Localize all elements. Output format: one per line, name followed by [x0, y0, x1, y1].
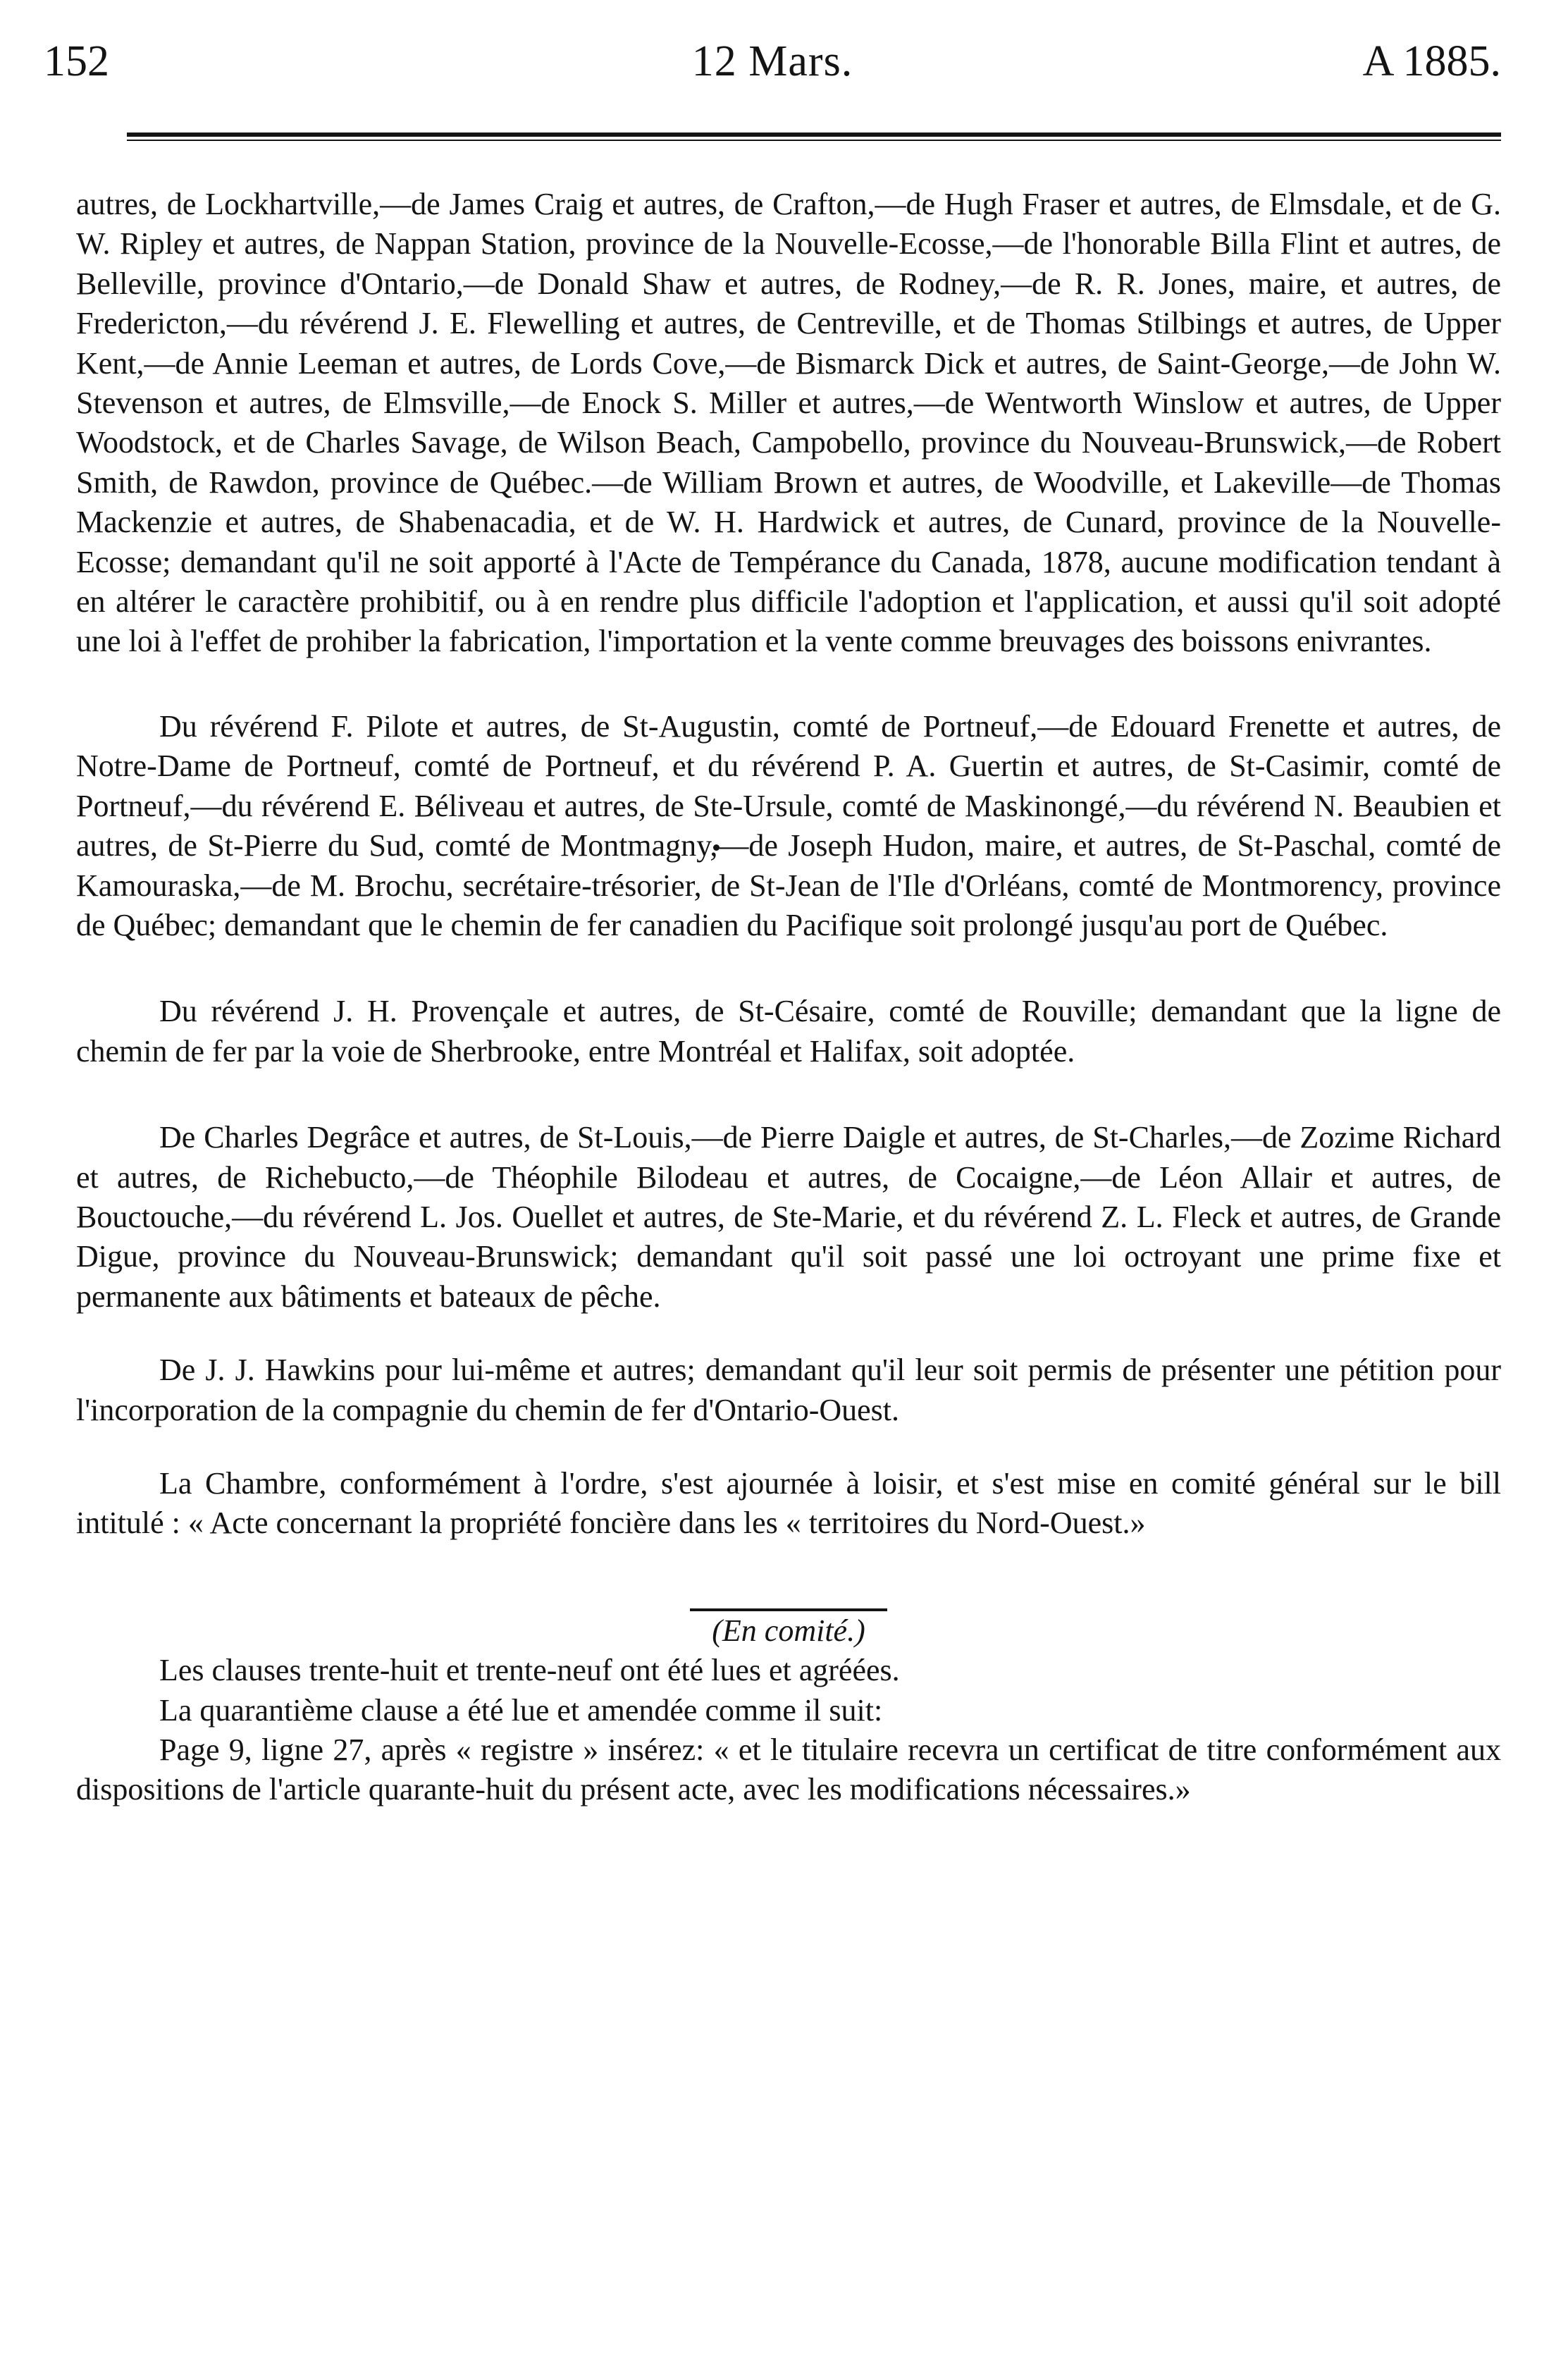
page-header [44, 37, 1501, 93]
paragraph-pacific-railway-petitions: Du révérend F. Pilote et autres, de St-Augustin, comté de Portneuf,—de Edouard Frenette et autres, de Notre-Dame de Portneuf, comté de Portneuf, et du révérend P. A. Guertin et autres, de St-Casimir, comté de Portneuf,—du révérend E. Béliveau et autres, de Ste-Ursule, comté de Maskinongé,—du révérend N. Beaubien et autres, de St-Pierre du Sud, comté de Montmagny,—de Joseph Hudon, maire, et autres, de St-Paschal, comté de Kamouraska,—de M. Brochu, secrétaire-trésorier, de St-Jean de l'Ile d'Orléans, comté de Montmorency, province de Québec; demandant que le chemin de fer canadien du Pacifique soit prolongé jusqu'au port de Québec. [76, 708, 1501, 942]
paragraph-hawkins-petition: De J. J. Hawkins pour lui-même et autres; demandant qu'il leur soit permis de présenter une pétition pour l'incorporation de la compagnie du chemin de fer d'Ontario-Ouest. [76, 1353, 1501, 1427]
committee-line-fortieth-clause: La quarantième clause a été lue et amendée comme il suit: [159, 1692, 883, 1728]
paragraph-fishing-bounty-petitions: De Charles Degrâce et autres, de St-Louis,—de Pierre Daigle et autres, de St-Charles,—de Zozime Richard et autres, de Richebucto,—de Théophile Bilodeau et autres, de Cocaigne,—de Léon Allair et autres, de Bouctouche,—du révérend L. Jos. Ouellet et autres, de Ste-Marie, et du révérend Z. L. Fleck et autres, de Grande Digue, province du Nouveau-Brunswick; demandant qu'il soit passé une loi octroyant une prime fixe et permanente aux bâtiments et bateaux de pêche. [76, 1120, 1501, 1314]
document-body [76, 185, 1501, 1810]
paragraph-sherbrooke-line-petition: Du révérend J. H. Provençale et autres, de St-Césaire, comté de Rouville; demandant que la ligne de chemin de fer par la voie de Sherbrooke, entre Montréal et Halifax, soit adoptée. [76, 994, 1501, 1069]
header-date: 12 Mars. [691, 37, 853, 85]
header-year: A 1885. [1362, 37, 1501, 85]
page-number: 152 [44, 37, 109, 85]
header-rule [127, 133, 1501, 137]
header-rule-thin [127, 140, 1501, 141]
committee-line-amendment: Page 9, ligne 27, après « registre » insérez: « et le titulaire recevra un certificat de titre conformément aux dispositions de l'article quarante-huit du présent acte, avec les modifications nécessaires.» [76, 1732, 1501, 1807]
committee-heading: (En comité.) [712, 1613, 865, 1648]
committee-line-clauses: Les clauses trente-huit et trente-neuf ont été lues et agréées. [159, 1653, 900, 1688]
paragraph-chamber-committee: La Chambre, conformément à l'ordre, s'est ajournée à loisir, et s'est mise en comité général sur le bill intitulé : « Acte concernant la propriété foncière dans les « territoires du Nord-Ouest.» [76, 1465, 1501, 1541]
paragraph-temperance-petitions: autres, de Lockhartville,—de James Craig et autres, de Crafton,—de Hugh Fraser et autres, de Elmsdale, et de G. W. Ripley et autres, de Nappan Station, province de la Nouvelle-Ecosse,—de l'honorable Billa Flint et autres, de Belleville, province d'Ontario,—de Donald Shaw et autres, de Rodney,—de R. R. Jones, maire, et autres, de Fredericton,—du révérend J. E. Flewelling et autres, de Centreville, et de Thomas Stilbings et autres, de Upper Kent,—de Annie Leeman et autres, de Lords Cove,—de Bismarck Dick et autres, de Saint-George,—de John W. Stevenson et autres, de Elmsville,—de Enock S. Miller et autres,—de Wentworth Winslow et autres, de Upper Woodstock, et de Charles Savage, de Wilson Beach, Campobello, province du Nouveau-Brunswick,—de Robert Smith, de Rawdon, province de Québec.—de William Brown et autres, de Woodville, et Lakeville—de Thomas Mackenzie et autres, de Shabenacadia, et de W. H. Hardwick et autres, de Cunard, province de la Nouvelle-Ecosse; demandant qu'il ne soit apporté à l'Acte de Tempérance du Canada, 1878, aucune modification tendant à en altérer le caractère prohibitif, ou à en rendre plus difficile l'adoption et l'application, et aussi qu'il soit adopté une loi à l'effet de prohiber la fabrication, l'importation et la vente comme breuvages des boissons enivrantes. [76, 187, 1501, 659]
